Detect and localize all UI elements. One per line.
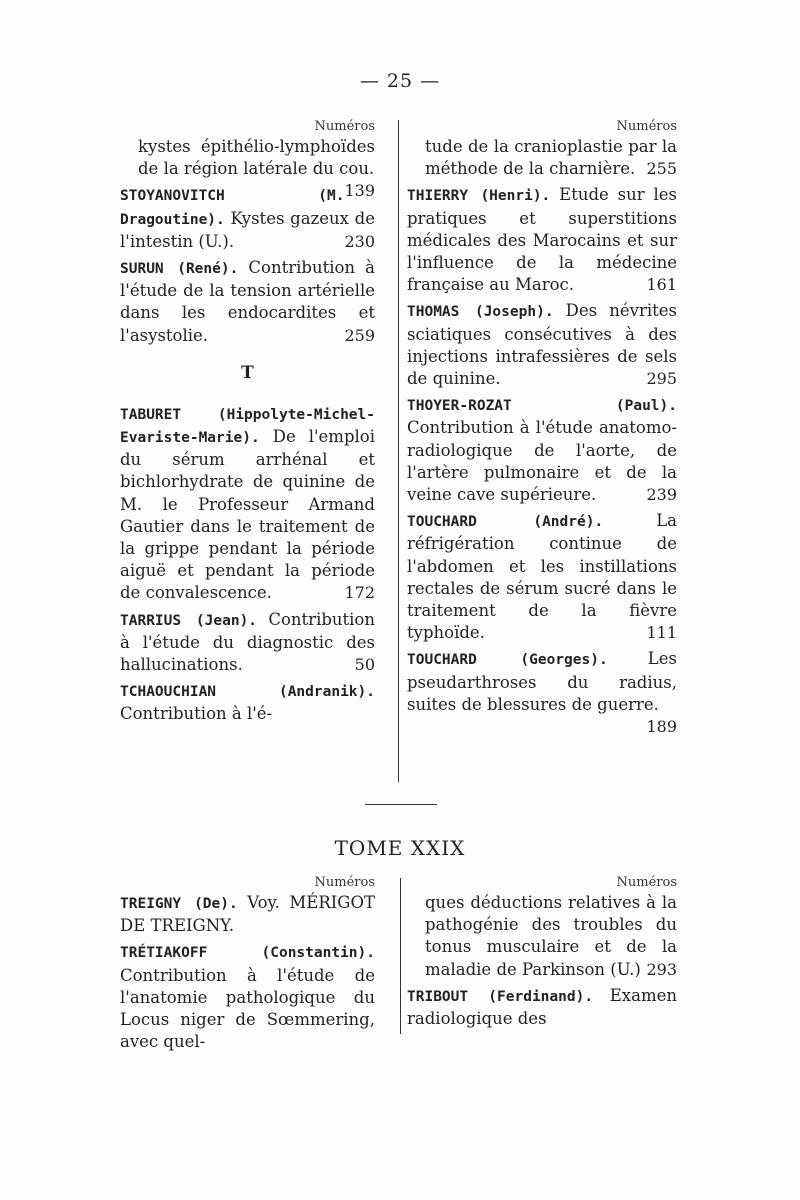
entry-text: Contribution à l'étude de la tension artérielle dans les endocardites et l'asystolie. [120, 258, 375, 345]
index-entry [120, 257, 375, 347]
entry-number: 161 [646, 275, 677, 295]
entry-number: 50 [354, 655, 375, 675]
numeros-header: Numéros [314, 119, 375, 134]
entry-number: 293 [646, 959, 677, 979]
numeros-header: Numéros [314, 875, 375, 890]
index-entry [120, 892, 375, 937]
entry-text: Contribution à l'étude du diagnostic des hallucinations. [120, 609, 375, 675]
page-number: — 25 — [359, 70, 441, 92]
volume-heading: TOME XXIX [334, 836, 466, 860]
index-entry [407, 184, 677, 296]
entry-number: 172 [344, 583, 375, 603]
index-entry [407, 648, 677, 737]
right-column-1 [407, 118, 677, 738]
author-name: TRÉTIAKOFF (Constantin). [120, 945, 375, 962]
index-entry [407, 892, 677, 981]
entry-text: ques déductions relatives à la pathogénie des troubles du tonus musculaire et de la maladie de Parkinson (U.) [425, 893, 677, 979]
author-name: TARRIUS (Jean). [120, 612, 258, 629]
index-entry [120, 941, 375, 1053]
entry-number: 139 [344, 181, 375, 201]
column-divider [398, 120, 399, 782]
index-entry [407, 136, 677, 180]
author-name: TABURET (Hippolyte-Michel-Evariste-Marie). [120, 406, 375, 447]
author-name: SURUN (René). [120, 261, 239, 278]
index-entry [120, 403, 375, 605]
entry-text: Contribution à l'étude de l'anatomie pathologique du Locus niger de Sœmmering, avec quel- [120, 965, 375, 1052]
entry-text: Les pseudarthroses du radius, suites de blessures de guerre. [407, 649, 677, 714]
author-name: TCHAOUCHIAN (Andranik). [120, 684, 375, 701]
entry-number: 189 [646, 717, 677, 737]
author-name: TRIBOUT (Ferdinand). [407, 988, 594, 1005]
author-name: TOUCHARD (André). [407, 514, 604, 531]
entry-text: De l'emploi du sérum arrhénal et bichlorhydrate de quinine de M. le Professeur Armand Gautier dans le traitement de la grippe pendant la période aiguë et pendant la période de convalescence. [120, 427, 376, 603]
entry-text: kystes épithélio-lymphoïdes de la région latérale du cou. [138, 137, 375, 179]
entry-text: Etude sur les pratiques et superstitions médicales des Marocains et sur l'influence de la médecine française au Maroc. [407, 185, 677, 295]
entry-text: Voy. MÉRIGOT DE TREIGNY. [120, 893, 375, 936]
section-separator [365, 804, 437, 805]
index-entry [120, 680, 375, 725]
numeros-header: Numéros [616, 875, 677, 890]
column-divider [400, 878, 401, 1034]
entry-text: Examen radiologique des [407, 985, 677, 1029]
entry-text: tude de la cranioplastie par la méthode de la charnière. [425, 137, 677, 179]
entry-text: Des névrites sciatiques consécutives à des injections intrafessières de sels de quinine. [407, 301, 677, 389]
index-entry [407, 510, 677, 644]
index-entry [407, 985, 677, 1030]
entry-text: Contribution à l'é- [120, 704, 273, 724]
left-column-2 [120, 874, 375, 1053]
index-entry [120, 136, 375, 201]
numeros-header: Numéros [616, 119, 677, 134]
author-name: STOYANOVITCH (M. Dragoutine). [120, 188, 345, 228]
index-entry [407, 394, 677, 506]
author-name: THIERRY (Henri). [407, 188, 551, 205]
author-name: THOMAS (Joseph). [407, 304, 554, 321]
entry-text: Kystes gazeux de l'intestin (U.). [120, 208, 375, 251]
entry-number: 111 [646, 623, 677, 643]
entry-text: Contribution à l'étude anatomo-radiologique de l'aorte, de l'artère pulmonaire et de la veine cave supérieure. [407, 418, 677, 505]
entry-number: 239 [646, 485, 677, 505]
right-column-2 [407, 874, 677, 1030]
entry-number: 259 [344, 325, 375, 345]
author-name: TOUCHARD (Georges). [407, 652, 608, 669]
author-name: THOYER-ROZAT (Paul). [407, 398, 677, 415]
entry-number: 230 [344, 231, 375, 251]
entry-number: 255 [646, 159, 677, 179]
entry-text: La réfrigération continue de l'abdomen et les instillations rectales de sérum sucré dans le traitement de la fièvre typhoïde. [407, 511, 678, 643]
section-letter: T [241, 362, 254, 383]
index-entry [120, 184, 375, 253]
left-column-1 [120, 118, 375, 726]
index-entry [120, 609, 375, 677]
index-entry [407, 300, 677, 390]
entry-number: 295 [646, 369, 677, 389]
author-name: TREIGNY (De). [120, 896, 238, 912]
